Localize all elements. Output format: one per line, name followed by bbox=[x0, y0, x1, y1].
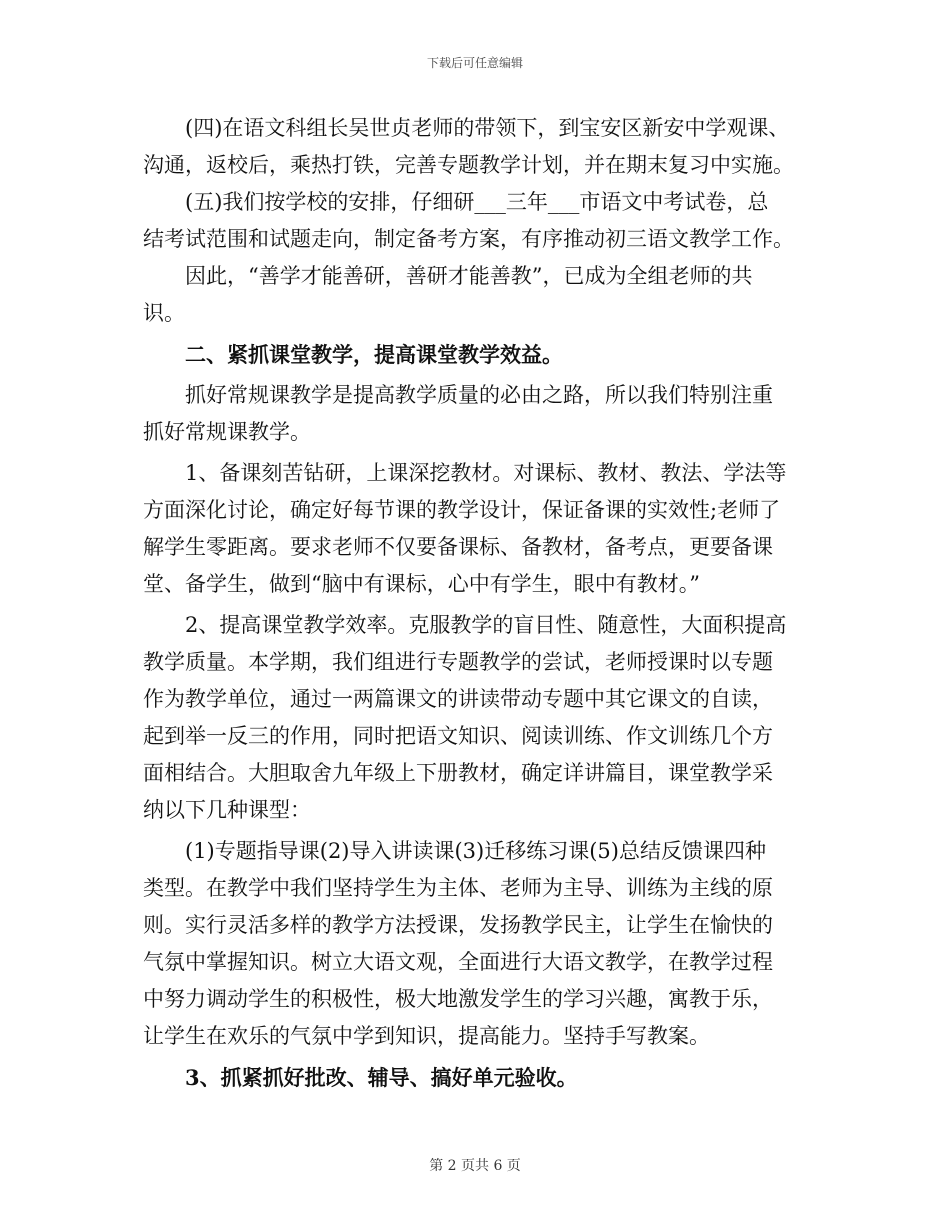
paragraph-5 bbox=[143, 184, 803, 258]
text-line: 纳以下几种课型： bbox=[143, 798, 311, 822]
text-line: 抓好常规课教学。 bbox=[143, 420, 311, 444]
text-line: 起到举一反三的作用，同时把语文知识、阅读训练、作文训练几个方 bbox=[143, 724, 773, 748]
text-line: 3、抓紧抓好批改、辅导、搞好单元验收。 bbox=[185, 1065, 578, 1090]
text-line: 方面深化讨论，确定好每节课的教学设计，保证备课的实效性;老师了 bbox=[143, 498, 781, 522]
text-line: 结考试范围和试题走向，制定备考方案，有序推动初三语文教学工作。 bbox=[143, 227, 794, 251]
text-line: 二、紧抓课堂教学，提高课堂教学效益。 bbox=[185, 342, 563, 367]
text-line: 2、提高课堂教学效率。克服教学的盲目性、随意性，大面积提高 bbox=[185, 613, 787, 637]
text-line: 识。 bbox=[143, 301, 185, 325]
section-heading-2 bbox=[143, 336, 803, 373]
text-line: 沟通，返校后，乘热打铁，完善专题教学计划，并在期末复习中实施。 bbox=[143, 153, 794, 177]
subsection-heading-3 bbox=[143, 1059, 803, 1096]
text-line: 则。实行灵活多样的教学方法授课，发扬教学民主，让学生在愉快的 bbox=[143, 913, 773, 937]
paragraph-4 bbox=[143, 110, 803, 184]
text-line: 教学质量。本学期，我们组进行专题教学的尝试，老师授课时以专题 bbox=[143, 650, 773, 674]
text-line: 面相结合。大胆取舍九年级上下册教材，确定详讲篇目，课堂教学采 bbox=[143, 761, 773, 785]
paragraph-routine-teaching bbox=[143, 377, 803, 451]
text-line: 抓好常规课教学是提高教学质量的必由之路，所以我们特别注重 bbox=[185, 383, 773, 407]
document-body bbox=[143, 110, 803, 1096]
text-line: 类型。在教学中我们坚持学生为主体、老师为主导、训练为主线的原 bbox=[143, 876, 773, 900]
page-header: 下载后可任意编辑 bbox=[426, 56, 523, 70]
text-line: 作为教学单位，通过一两篇课文的讲读带动专题中其它课文的自读， bbox=[143, 687, 773, 711]
text-line: 中努力调动学生的积极性，极大地激发学生的学习兴趣，寓教于乐， bbox=[143, 987, 773, 1011]
text-line: 堂、备学生，做到“脑中有课标，心中有学生，眼中有教材。” bbox=[143, 572, 700, 596]
page-footer: 第 2 页共 6 页 bbox=[429, 1158, 521, 1174]
paragraph-consensus bbox=[143, 258, 803, 332]
paragraph-lesson-types bbox=[143, 833, 803, 1055]
text-line: 气氛中掌握知识。树立大语文观，全面进行大语文教学，在教学过程 bbox=[143, 950, 773, 974]
text-line: (五)我们按学校的安排，仔细研___三年___市语文中考试卷，总 bbox=[185, 190, 769, 214]
text-line: 解学生零距离。要求老师不仅要备课标、备教材，备考点，更要备课 bbox=[143, 535, 773, 559]
paragraph-lesson-prep bbox=[143, 455, 803, 603]
text-line: 因此，“善学才能善研，善研才能善教”，已成为全组老师的共 bbox=[185, 264, 753, 288]
text-line: 让学生在欢乐的气氛中学到知识，提高能力。坚持手写教案。 bbox=[143, 1024, 710, 1048]
text-line: 1、备课刻苦钻研，上课深挖教材。对课标、教材、教法、学法等 bbox=[185, 461, 787, 485]
text-line: (四)在语文科组长吴世贞老师的带领下，到宝安区新安中学观课、 bbox=[185, 116, 790, 140]
text-line: (1)专题指导课(2)导入讲读课(3)迁移练习课(5)总结反馈课四种 bbox=[185, 839, 766, 863]
paragraph-efficiency bbox=[143, 607, 803, 829]
